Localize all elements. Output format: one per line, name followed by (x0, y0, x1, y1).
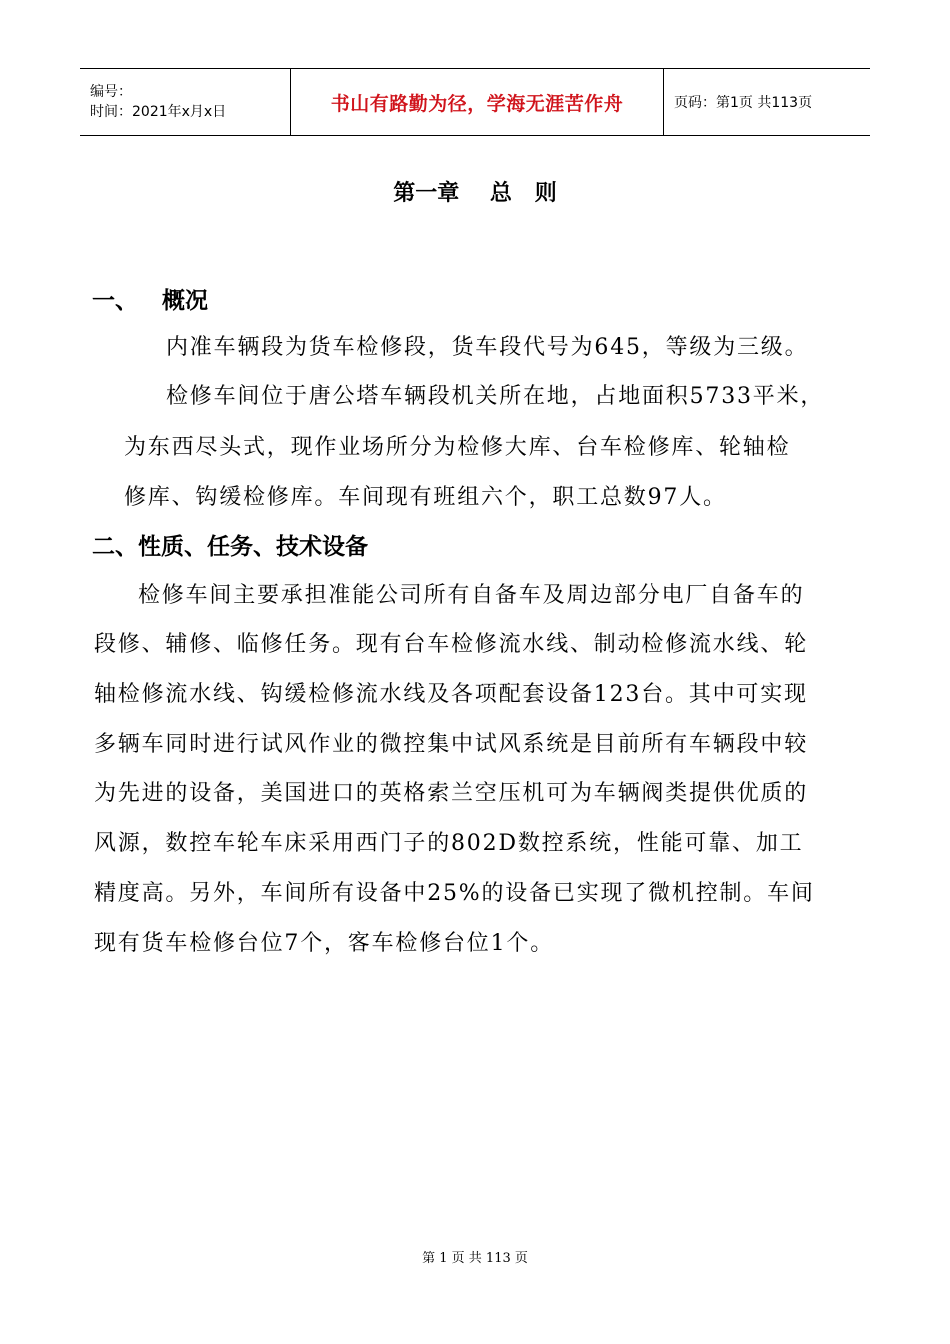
number-label: 编号： (90, 84, 132, 100)
header-motto: 书山有路勤为径，学海无涯苦作舟 (291, 69, 664, 136)
page-footer: 第 1 页 共 113 页 (422, 1251, 528, 1266)
document-header (80, 68, 870, 136)
paragraph-line: 检修车间主要承担准能公司所有自备车及周边部分电厂自备车的 (138, 583, 805, 608)
paragraph-line: 风源，数控车轮车床采用西门子的802D数控系统，性能可靠、加工 (94, 831, 804, 856)
time-label: 时间：2021年x月x日 (90, 104, 227, 120)
paragraph-line: 轴检修流水线、钩缓检修流水线及各项配套设备123台。其中可实现 (94, 682, 808, 707)
header-page-info: 页码：第1页 共113页 (664, 69, 871, 136)
paragraph-line: 精度高。另外，车间所有设备中25%的设备已实现了微机控制。车间 (94, 881, 815, 906)
paragraph-line: 现有货车检修台位7个，客车检修台位1个。 (94, 931, 554, 956)
paragraph-line: 段修、辅修、临修任务。现有台车检修流水线、制动检修流水线、轮 (94, 632, 809, 657)
section-heading-nature-tasks: 二、性质、任务、技术设备 (92, 534, 368, 560)
paragraph-line: 为东西尽头式，现作业场所分为检修大库、台车检修库、轮轴检 (124, 435, 791, 460)
paragraph-line: 检修车间位于唐公塔车辆段机关所在地，占地面积5733平米， (166, 384, 825, 409)
paragraph-line: 多辆车同时进行试风作业的微控集中试风系统是目前所有车辆段中较 (94, 732, 809, 757)
header-meta (80, 69, 291, 136)
paragraph-line: 修库、钩缓检修库。车间现有班组六个，职工总数97人。 (124, 485, 727, 510)
paragraph-line: 为先进的设备，美国进口的英格索兰空压机可为车辆阀类提供优质的 (94, 781, 809, 806)
paragraph-line: 内准车辆段为货车检修段，货车段代号为645，等级为三级。 (166, 335, 809, 360)
section-heading-overview: 一、 概况 (92, 288, 209, 314)
chapter-title: 第一章 总 则 (393, 181, 557, 206)
